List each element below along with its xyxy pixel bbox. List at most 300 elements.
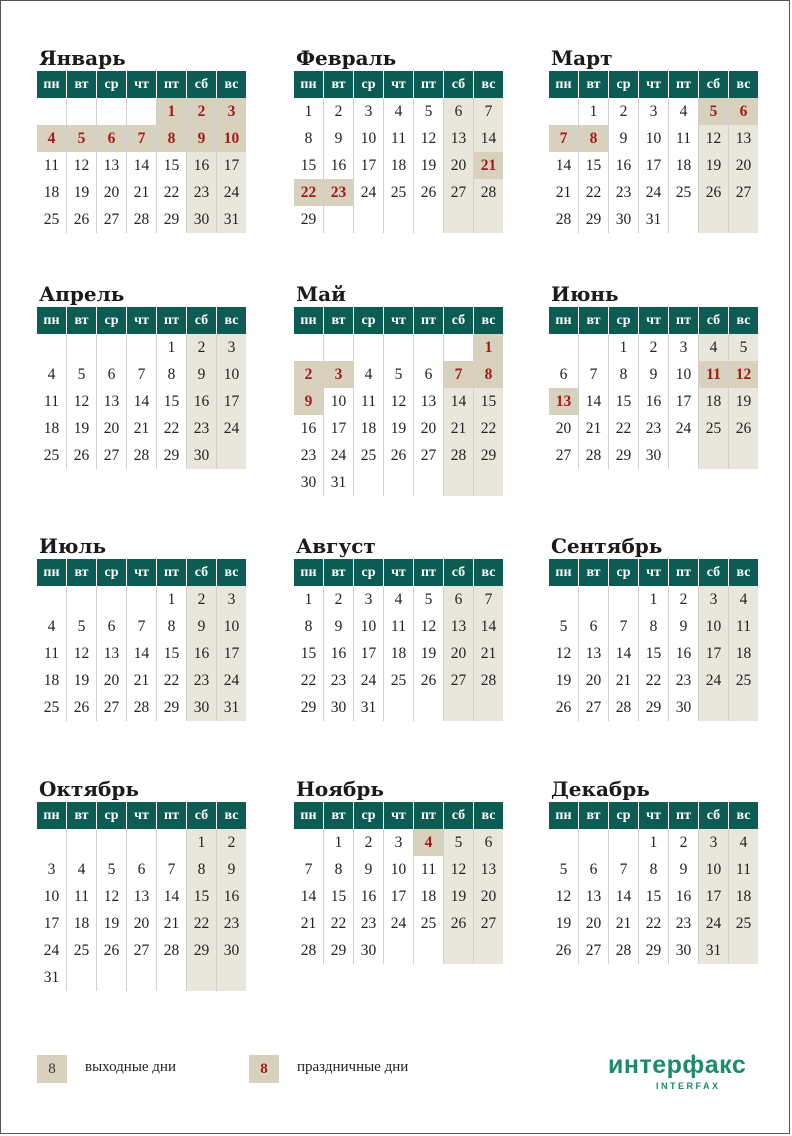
weekday-header: вт <box>579 559 609 586</box>
weekday-header: вт <box>324 559 354 586</box>
day-cell: 25 <box>384 667 414 694</box>
month-block <box>294 281 504 496</box>
day-cell: 1 <box>157 334 187 361</box>
weekday-header: вс <box>729 307 759 334</box>
weekday-header: ср <box>354 307 384 334</box>
day-cell: 19 <box>97 910 127 937</box>
day-cell: 25 <box>669 179 699 206</box>
day-cell: 6 <box>444 586 474 613</box>
day-cell: 11 <box>699 361 729 388</box>
day-cell: 28 <box>579 442 609 469</box>
logo-en-text: INTERFAX <box>656 1081 721 1091</box>
empty-cell <box>474 469 504 496</box>
day-cell: 28 <box>474 667 504 694</box>
day-cell: 6 <box>549 361 579 388</box>
empty-cell <box>444 469 474 496</box>
day-cell: 16 <box>669 883 699 910</box>
day-cell: 14 <box>474 125 504 152</box>
weekday-header: сб <box>187 307 217 334</box>
weekday-header: пн <box>37 71 67 98</box>
weekday-header: ср <box>97 71 127 98</box>
day-cell: 20 <box>579 910 609 937</box>
day-cell: 15 <box>609 388 639 415</box>
day-cell: 11 <box>67 883 97 910</box>
month-title: Декабрь <box>551 777 650 801</box>
day-cell: 6 <box>729 98 759 125</box>
day-cell: 13 <box>444 613 474 640</box>
day-cell: 24 <box>37 937 67 964</box>
weekday-header: вт <box>67 71 97 98</box>
day-cell: 23 <box>294 442 324 469</box>
weekday-header: вс <box>217 559 247 586</box>
day-cell: 30 <box>669 694 699 721</box>
day-cell: 17 <box>699 640 729 667</box>
day-cell: 30 <box>609 206 639 233</box>
day-cell: 22 <box>639 910 669 937</box>
weekday-header: ср <box>354 71 384 98</box>
day-cell: 30 <box>217 937 247 964</box>
day-cell: 28 <box>444 442 474 469</box>
day-cell: 27 <box>474 910 504 937</box>
weekday-header: сб <box>699 71 729 98</box>
day-cell: 18 <box>669 152 699 179</box>
day-cell: 24 <box>217 415 247 442</box>
month-table <box>294 802 503 964</box>
day-cell: 19 <box>67 415 97 442</box>
day-cell: 5 <box>549 613 579 640</box>
day-cell: 28 <box>127 206 157 233</box>
day-cell: 20 <box>729 152 759 179</box>
weekday-header: чт <box>639 71 669 98</box>
day-cell: 29 <box>294 206 324 233</box>
month-table <box>294 71 503 233</box>
day-cell: 4 <box>37 125 67 152</box>
weekday-header: ср <box>609 71 639 98</box>
month-table <box>549 307 758 469</box>
weekday-header: пн <box>549 71 579 98</box>
weekday-header: чт <box>127 71 157 98</box>
day-cell: 19 <box>384 415 414 442</box>
day-cell: 5 <box>549 856 579 883</box>
day-cell: 5 <box>414 98 444 125</box>
day-cell: 15 <box>474 388 504 415</box>
day-cell: 6 <box>97 361 127 388</box>
weekday-header: чт <box>639 802 669 829</box>
day-cell: 8 <box>474 361 504 388</box>
day-cell: 13 <box>97 640 127 667</box>
day-cell: 4 <box>384 586 414 613</box>
day-cell: 1 <box>157 586 187 613</box>
empty-cell <box>474 206 504 233</box>
empty-cell <box>67 586 97 613</box>
day-cell: 20 <box>97 415 127 442</box>
day-cell: 8 <box>639 613 669 640</box>
day-cell: 4 <box>354 361 384 388</box>
day-cell: 16 <box>187 640 217 667</box>
day-cell: 12 <box>67 388 97 415</box>
day-cell: 11 <box>384 613 414 640</box>
weekday-header: пт <box>414 802 444 829</box>
day-cell: 8 <box>157 125 187 152</box>
empty-cell <box>669 206 699 233</box>
day-cell: 19 <box>444 883 474 910</box>
day-cell: 23 <box>354 910 384 937</box>
day-cell: 8 <box>579 125 609 152</box>
day-cell: 23 <box>187 415 217 442</box>
day-cell: 21 <box>609 667 639 694</box>
day-cell: 13 <box>549 388 579 415</box>
month-block <box>294 776 504 964</box>
empty-cell <box>549 586 579 613</box>
day-cell: 2 <box>639 334 669 361</box>
day-cell: 19 <box>549 910 579 937</box>
day-cell: 1 <box>609 334 639 361</box>
day-cell: 14 <box>474 613 504 640</box>
day-cell: 11 <box>37 152 67 179</box>
day-cell: 17 <box>639 152 669 179</box>
day-cell: 29 <box>157 694 187 721</box>
day-cell: 19 <box>699 152 729 179</box>
weekday-header: пт <box>157 559 187 586</box>
weekday-header: вт <box>324 71 354 98</box>
month-table <box>37 307 246 469</box>
empty-cell <box>384 694 414 721</box>
day-cell: 2 <box>669 586 699 613</box>
weekday-header: пт <box>669 559 699 586</box>
weekday-header: сб <box>699 559 729 586</box>
day-cell: 24 <box>384 910 414 937</box>
day-cell: 2 <box>187 98 217 125</box>
day-cell: 9 <box>217 856 247 883</box>
day-cell: 7 <box>294 856 324 883</box>
weekday-header: вт <box>324 802 354 829</box>
day-cell: 12 <box>67 640 97 667</box>
day-cell: 3 <box>354 98 384 125</box>
logo-ru-text: интерфакс <box>608 1051 747 1079</box>
day-cell: 10 <box>217 125 247 152</box>
month-title: Октябрь <box>39 777 139 801</box>
day-cell: 5 <box>384 361 414 388</box>
legend-weekend-swatch: 8 <box>37 1055 67 1083</box>
day-cell: 31 <box>217 694 247 721</box>
day-cell: 12 <box>67 152 97 179</box>
weekday-header: вс <box>217 71 247 98</box>
empty-cell <box>414 334 444 361</box>
empty-cell <box>97 98 127 125</box>
empty-cell <box>354 469 384 496</box>
empty-cell <box>217 964 247 991</box>
day-cell: 17 <box>217 388 247 415</box>
empty-cell <box>729 206 759 233</box>
day-cell: 20 <box>579 667 609 694</box>
day-cell: 8 <box>294 125 324 152</box>
day-cell: 31 <box>217 206 247 233</box>
day-cell: 22 <box>187 910 217 937</box>
day-cell: 11 <box>37 640 67 667</box>
day-cell: 12 <box>699 125 729 152</box>
day-cell: 15 <box>157 640 187 667</box>
day-cell: 9 <box>669 613 699 640</box>
day-cell: 9 <box>187 361 217 388</box>
day-cell: 3 <box>669 334 699 361</box>
day-cell: 27 <box>127 937 157 964</box>
day-cell: 10 <box>217 361 247 388</box>
weekday-header: пн <box>37 802 67 829</box>
empty-cell <box>579 334 609 361</box>
weekday-header: чт <box>384 559 414 586</box>
weekday-header: пт <box>157 802 187 829</box>
month-block <box>37 281 247 469</box>
day-cell: 17 <box>669 388 699 415</box>
day-cell: 8 <box>157 613 187 640</box>
day-cell: 4 <box>384 98 414 125</box>
day-cell: 6 <box>97 613 127 640</box>
day-cell: 16 <box>669 640 699 667</box>
day-cell: 14 <box>127 388 157 415</box>
day-cell: 9 <box>294 388 324 415</box>
month-block <box>294 533 504 721</box>
day-cell: 29 <box>474 442 504 469</box>
day-cell: 2 <box>609 98 639 125</box>
weekday-header: вс <box>474 71 504 98</box>
empty-cell <box>414 937 444 964</box>
day-cell: 29 <box>187 937 217 964</box>
empty-cell <box>699 442 729 469</box>
day-cell: 1 <box>324 829 354 856</box>
legend-holiday-swatch: 8 <box>249 1055 279 1083</box>
day-cell: 19 <box>414 640 444 667</box>
day-cell: 17 <box>37 910 67 937</box>
day-cell: 17 <box>324 415 354 442</box>
day-cell: 27 <box>97 694 127 721</box>
day-cell: 9 <box>324 613 354 640</box>
day-cell: 26 <box>384 442 414 469</box>
weekday-header: вт <box>579 307 609 334</box>
empty-cell <box>474 937 504 964</box>
day-cell: 22 <box>474 415 504 442</box>
day-cell: 10 <box>384 856 414 883</box>
month-title: Апрель <box>39 282 125 306</box>
day-cell: 1 <box>157 98 187 125</box>
day-cell: 15 <box>579 152 609 179</box>
day-cell: 17 <box>217 152 247 179</box>
day-cell: 15 <box>157 152 187 179</box>
day-cell: 26 <box>414 667 444 694</box>
day-cell: 22 <box>157 179 187 206</box>
day-cell: 1 <box>579 98 609 125</box>
day-cell: 27 <box>414 442 444 469</box>
day-cell: 28 <box>127 442 157 469</box>
day-cell: 16 <box>217 883 247 910</box>
day-cell: 11 <box>414 856 444 883</box>
legend-weekend-label: выходные дни <box>85 1059 176 1075</box>
day-cell: 29 <box>324 937 354 964</box>
weekday-header: вт <box>67 802 97 829</box>
empty-cell <box>67 829 97 856</box>
empty-cell <box>37 829 67 856</box>
weekday-header: вс <box>474 559 504 586</box>
day-cell: 20 <box>549 415 579 442</box>
day-cell: 18 <box>414 883 444 910</box>
day-cell: 14 <box>157 883 187 910</box>
day-cell: 29 <box>294 694 324 721</box>
empty-cell <box>294 829 324 856</box>
day-cell: 5 <box>97 856 127 883</box>
day-cell: 28 <box>127 694 157 721</box>
day-cell: 6 <box>444 98 474 125</box>
empty-cell <box>609 829 639 856</box>
day-cell: 30 <box>187 442 217 469</box>
day-cell: 20 <box>127 910 157 937</box>
day-cell: 25 <box>729 910 759 937</box>
month-title: Май <box>296 282 346 306</box>
weekday-header: вт <box>67 307 97 334</box>
day-cell: 15 <box>294 152 324 179</box>
weekday-header: ср <box>97 559 127 586</box>
day-cell: 11 <box>729 856 759 883</box>
empty-cell <box>67 334 97 361</box>
day-cell: 21 <box>609 910 639 937</box>
day-cell: 10 <box>699 856 729 883</box>
day-cell: 12 <box>384 388 414 415</box>
day-cell: 21 <box>127 179 157 206</box>
day-cell: 2 <box>217 829 247 856</box>
day-cell: 20 <box>444 152 474 179</box>
empty-cell <box>444 334 474 361</box>
day-cell: 28 <box>549 206 579 233</box>
weekday-header: пт <box>157 307 187 334</box>
day-cell: 9 <box>187 613 217 640</box>
day-cell: 13 <box>97 152 127 179</box>
day-cell: 2 <box>187 586 217 613</box>
day-cell: 13 <box>579 883 609 910</box>
day-cell: 13 <box>414 388 444 415</box>
day-cell: 26 <box>67 442 97 469</box>
day-cell: 30 <box>187 206 217 233</box>
empty-cell <box>97 829 127 856</box>
day-cell: 11 <box>729 613 759 640</box>
day-cell: 16 <box>324 152 354 179</box>
empty-cell <box>729 442 759 469</box>
empty-cell <box>127 98 157 125</box>
day-cell: 1 <box>639 586 669 613</box>
day-cell: 3 <box>384 829 414 856</box>
day-cell: 10 <box>217 613 247 640</box>
day-cell: 14 <box>294 883 324 910</box>
month-block <box>549 533 759 721</box>
day-cell: 5 <box>67 613 97 640</box>
day-cell: 24 <box>354 179 384 206</box>
day-cell: 28 <box>609 937 639 964</box>
day-cell: 24 <box>324 442 354 469</box>
day-cell: 24 <box>354 667 384 694</box>
empty-cell <box>127 586 157 613</box>
day-cell: 24 <box>699 910 729 937</box>
weekday-header: пт <box>669 802 699 829</box>
day-cell: 6 <box>97 125 127 152</box>
day-cell: 22 <box>609 415 639 442</box>
day-cell: 1 <box>187 829 217 856</box>
day-cell: 13 <box>474 856 504 883</box>
day-cell: 4 <box>37 613 67 640</box>
day-cell: 17 <box>217 640 247 667</box>
day-cell: 23 <box>324 667 354 694</box>
day-cell: 22 <box>294 179 324 206</box>
day-cell: 7 <box>127 125 157 152</box>
day-cell: 7 <box>609 856 639 883</box>
day-cell: 1 <box>294 586 324 613</box>
weekday-header: вс <box>729 559 759 586</box>
day-cell: 1 <box>639 829 669 856</box>
month-block <box>37 776 247 991</box>
day-cell: 20 <box>414 415 444 442</box>
day-cell: 30 <box>324 694 354 721</box>
day-cell: 10 <box>699 613 729 640</box>
day-cell: 6 <box>474 829 504 856</box>
empty-cell <box>157 964 187 991</box>
weekday-header: пн <box>549 307 579 334</box>
empty-cell <box>294 334 324 361</box>
day-cell: 26 <box>97 937 127 964</box>
weekday-header: вс <box>474 802 504 829</box>
weekday-header: вс <box>217 307 247 334</box>
day-cell: 22 <box>294 667 324 694</box>
day-cell: 22 <box>639 667 669 694</box>
empty-cell <box>699 206 729 233</box>
day-cell: 14 <box>127 640 157 667</box>
day-cell: 23 <box>187 667 217 694</box>
day-cell: 10 <box>324 388 354 415</box>
empty-cell <box>729 937 759 964</box>
day-cell: 21 <box>127 667 157 694</box>
day-cell: 6 <box>127 856 157 883</box>
day-cell: 18 <box>67 910 97 937</box>
weekday-header: чт <box>384 802 414 829</box>
day-cell: 14 <box>579 388 609 415</box>
day-cell: 30 <box>187 694 217 721</box>
day-cell: 29 <box>157 442 187 469</box>
day-cell: 31 <box>639 206 669 233</box>
empty-cell <box>97 586 127 613</box>
day-cell: 27 <box>444 179 474 206</box>
weekday-header: чт <box>127 307 157 334</box>
day-cell: 8 <box>609 361 639 388</box>
day-cell: 3 <box>37 856 67 883</box>
day-cell: 5 <box>67 361 97 388</box>
day-cell: 9 <box>609 125 639 152</box>
month-table <box>37 71 246 233</box>
weekday-header: вт <box>324 307 354 334</box>
month-block <box>294 45 504 233</box>
day-cell: 27 <box>579 937 609 964</box>
day-cell: 2 <box>354 829 384 856</box>
weekday-header: пн <box>294 802 324 829</box>
empty-cell <box>669 442 699 469</box>
empty-cell <box>549 334 579 361</box>
day-cell: 18 <box>37 415 67 442</box>
day-cell: 11 <box>384 125 414 152</box>
day-cell: 12 <box>444 856 474 883</box>
day-cell: 26 <box>444 910 474 937</box>
weekday-header: вс <box>474 307 504 334</box>
empty-cell <box>354 206 384 233</box>
day-cell: 28 <box>609 694 639 721</box>
month-title: Июль <box>39 534 107 558</box>
empty-cell <box>187 964 217 991</box>
day-cell: 2 <box>324 586 354 613</box>
day-cell: 25 <box>414 910 444 937</box>
empty-cell <box>579 829 609 856</box>
